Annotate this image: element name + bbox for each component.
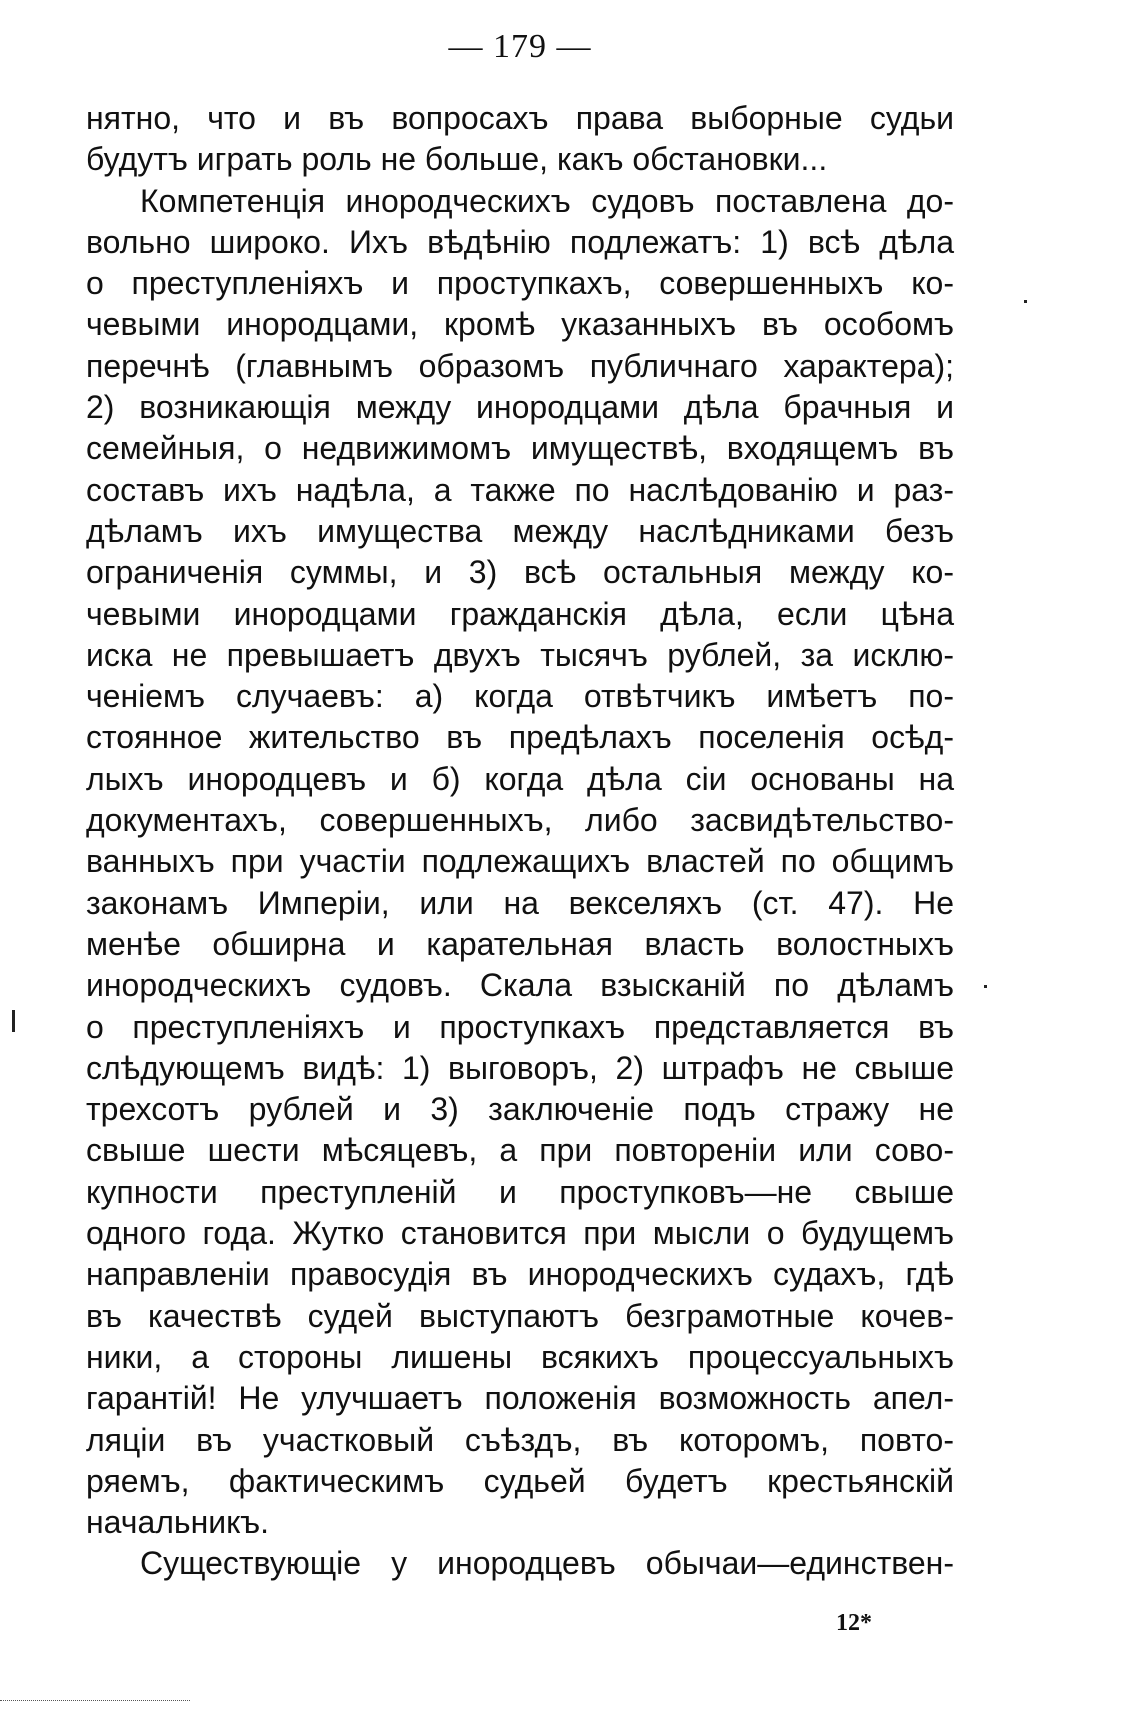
text-line: о преступленіяхъ и проступкахъ представляется въ — [86, 1008, 954, 1045]
scan-speck — [1024, 300, 1027, 303]
body-text — [86, 98, 954, 1585]
text-line: нятно, что и въ вопросахъ права выборные судьи — [86, 100, 954, 136]
text-line: чевыми инородцами гражданскія дѣла, если цѣна — [86, 595, 954, 632]
text-line: Существующіе у инородцевъ обычаи—единствен- — [140, 1545, 954, 1582]
text-line: Компетенція инородческихъ судовъ поставлена до- — [140, 182, 954, 219]
text-line: ники, а стороны лишены всякихъ процессуальныхъ — [86, 1338, 954, 1375]
text-line: 2) возникающія между инородцами дѣла брачныя и — [86, 389, 954, 426]
text-line: перечнѣ (главнымъ образомъ публичнаго характера); — [86, 347, 954, 384]
text-line: ченіемъ случаевъ: а) когда отвѣтчикъ имѣетъ по- — [86, 678, 954, 715]
text-line: иска не превышаетъ двухъ тысячъ рублей, за исклю- — [86, 636, 954, 673]
text-line: будутъ играть роль не больше, какъ обстановки... — [86, 141, 828, 178]
text-line: гарантій! Не улучшаетъ положенія возможность апел- — [86, 1380, 954, 1417]
text-line: ванныхъ при участіи подлежащихъ властей по общимъ — [86, 843, 954, 880]
text-line: въ качествѣ судей выступаютъ безграмотные кочев- — [86, 1297, 954, 1334]
text-line: ляціи въ участковый съѣздъ, въ которомъ, повто- — [86, 1421, 954, 1458]
text-line: одного года. Жутко становится при мысли о будущемъ — [86, 1215, 954, 1252]
text-line: начальникъ. — [86, 1504, 270, 1541]
text-line: купности преступленій и проступковъ—не свыше — [86, 1173, 954, 1210]
text-line: дѣламъ ихъ имущества между наслѣдниками безъ — [86, 512, 954, 549]
text-line: лыхъ инородцевъ и б) когда дѣла сіи основаны на — [86, 760, 954, 797]
text-line: слѣдующемъ видѣ: 1) выговоръ, 2) штрафъ не свыше — [86, 1049, 954, 1086]
text-line: стоянное жительство въ предѣлахъ поселенія осѣд- — [86, 719, 954, 756]
scan-speck — [12, 1010, 15, 1032]
text-line: законамъ Имперіи, или на векселяхъ (ст. 47). Не — [86, 884, 954, 921]
text-line: чевыми инородцами, кромѣ указанныхъ въ особомъ — [86, 306, 954, 343]
text-line: вольно широко. Ихъ вѣдѣнію подлежатъ: 1) всѣ дѣла — [86, 223, 954, 260]
text-line: ограниченія суммы, и 3) всѣ остальныя между ко- — [86, 554, 954, 591]
signature-mark: 12* — [836, 1610, 872, 1636]
text-line: ряемъ, фактическимъ судьей будетъ крестьянскій — [86, 1462, 954, 1499]
text-line: о преступленіяхъ и проступкахъ, совершенныхъ ко- — [86, 265, 954, 302]
text-line: инородческихъ судовъ. Скала взысканій по дѣламъ — [86, 967, 954, 1004]
text-line: свыше шести мѣсяцевъ, а при повтореніи или сово- — [86, 1132, 954, 1169]
page-number: — 179 — — [448, 28, 592, 65]
scan-speck — [984, 985, 987, 988]
text-line: менѣе обширна и карательная власть волостныхъ — [86, 925, 954, 962]
text-line: направленіи правосудія въ инородческихъ судахъ, гдѣ — [86, 1256, 954, 1293]
text-line: трехсотъ рублей и 3) заключеніе подъ стражу не — [86, 1091, 954, 1128]
scan-edge-mark — [0, 1700, 190, 1736]
text-line: составъ ихъ надѣла, а также по наслѣдованію и раз- — [86, 471, 954, 508]
text-line: документахъ, совершенныхъ, либо засвидѣтельство- — [86, 802, 954, 839]
text-line: семейныя, о недвижимомъ имуществѣ, входящемъ въ — [86, 430, 954, 467]
